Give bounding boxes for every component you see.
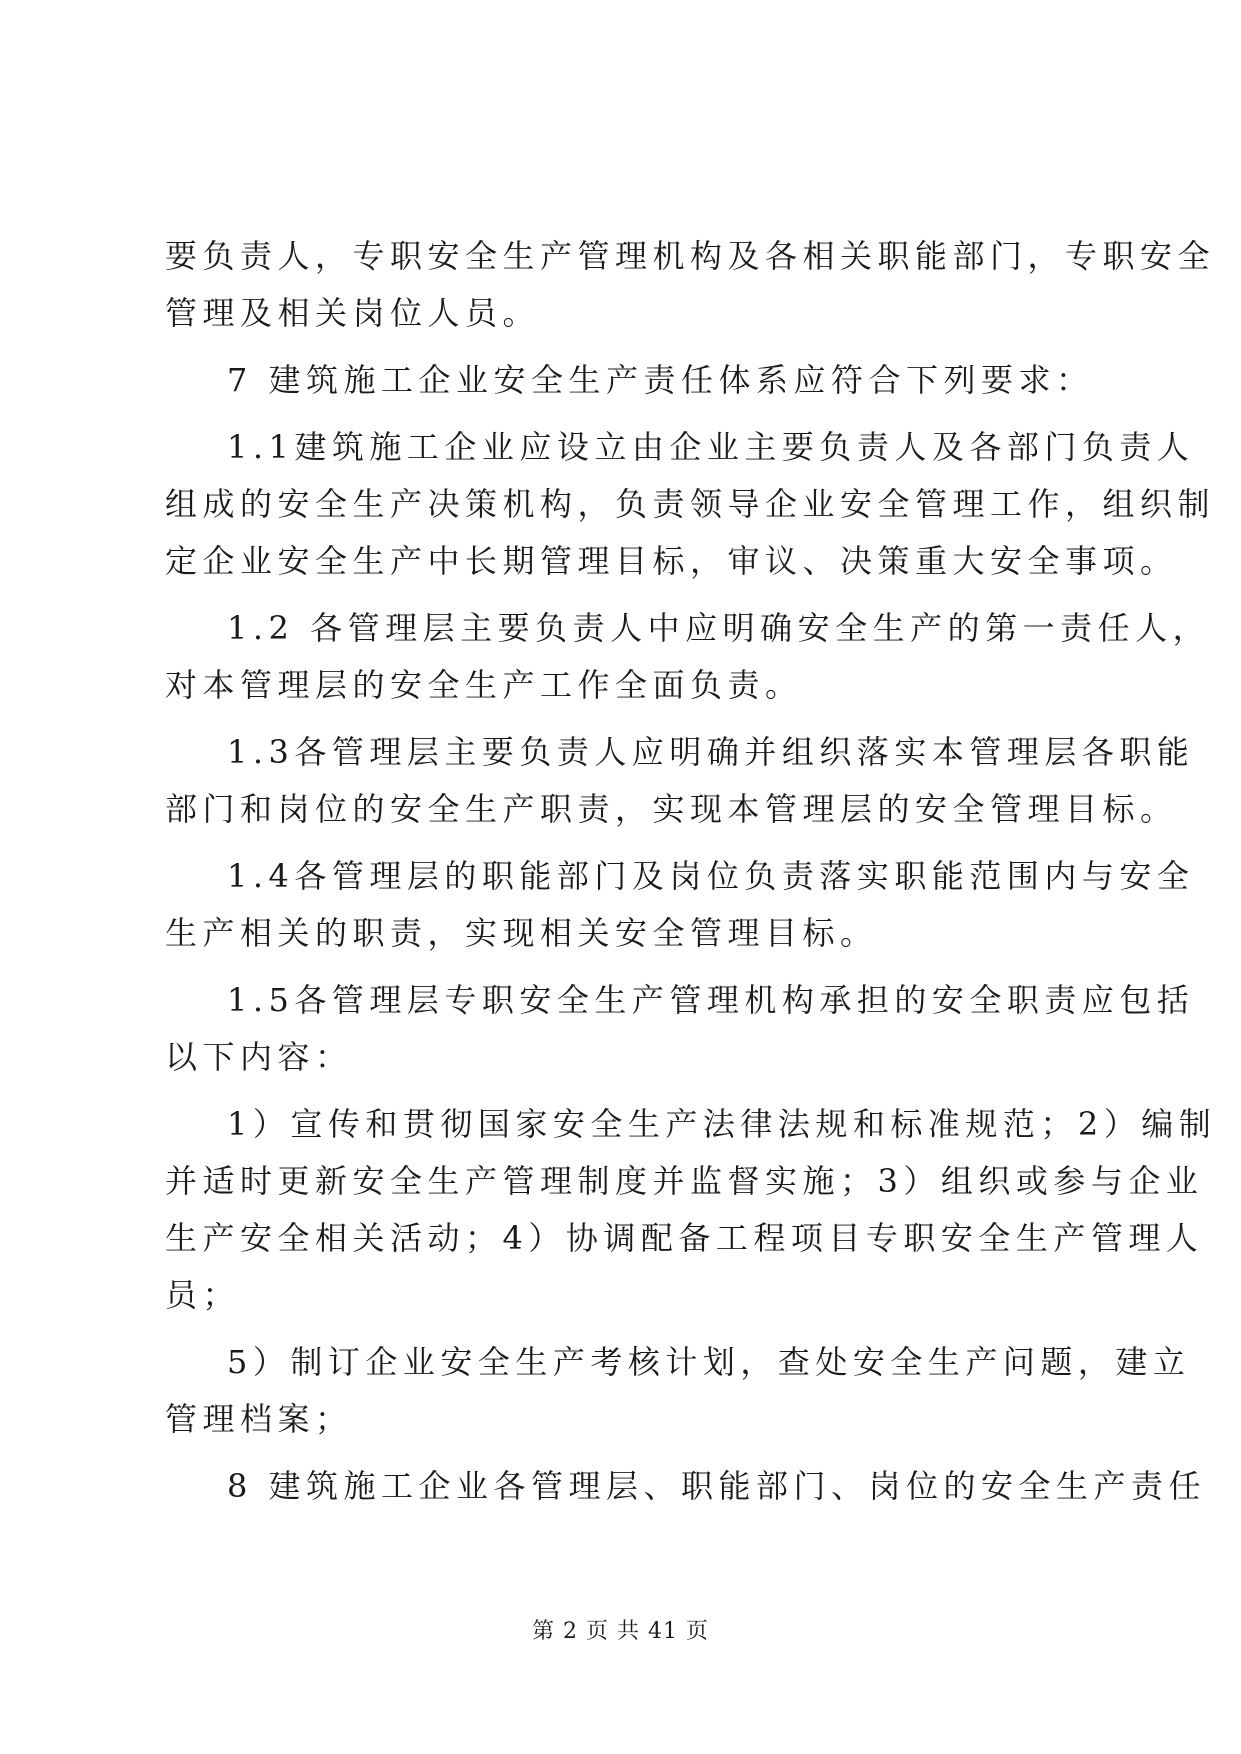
paragraph-start-line: 1）宣传和贯彻国家安全生产法律法规和标准规范；2）编制 [227, 1105, 1217, 1143]
text-line: 以下内容： [165, 1038, 353, 1076]
document-body [165, 228, 1217, 1515]
paragraph-start-line: 1.4各管理层的职能部门及岗位负责落实职能范围内与安全 [227, 857, 1195, 895]
text-line: 管理及相关岗位人员。 [165, 294, 541, 332]
paragraph-start-line: 7 建筑施工企业安全生产责任体系应符合下列要求： [227, 361, 1094, 399]
paragraph-start-line: 1.5各管理层专职安全生产管理机构承担的安全职责应包括 [227, 981, 1195, 1019]
paragraph-start-line: 5）制订企业安全生产考核计划，查处安全生产问题，建立 [227, 1343, 1191, 1381]
paragraph-start-line: 1.3各管理层主要负责人应明确并组织落实本管理层各职能 [227, 733, 1195, 771]
paragraph-start-line: 8 建筑施工企业各管理层、职能部门、岗位的安全生产责任 [227, 1467, 1207, 1505]
text-line: 生产相关的职责，实现相关安全管理目标。 [165, 914, 878, 952]
text-line: 员； [165, 1276, 241, 1314]
page-number-footer: 第 2 页 共 41 页 [532, 1619, 709, 1644]
text-line: 对本管理层的安全生产工作全面负责。 [165, 666, 803, 704]
text-line: 定企业安全生产中长期管理目标，审议、决策重大安全事项。 [165, 542, 1178, 580]
text-line: 组成的安全生产决策机构，负责领导企业安全管理工作，组织制 [165, 485, 1216, 523]
text-line: 要负责人，专职安全生产管理机构及各相关职能部门，专职安全 [165, 237, 1216, 275]
text-line: 管理档案； [165, 1400, 353, 1438]
text-line: 生产安全相关活动；4）协调配备工程项目专职安全生产管理人 [165, 1219, 1204, 1257]
paragraph-start-line: 1.1建筑施工企业应设立由企业主要负责人及各部门负责人 [227, 428, 1195, 466]
text-line: 部门和岗位的安全生产职责，实现本管理层的安全管理目标。 [165, 790, 1178, 828]
paragraph-start-line: 1.2 各管理层主要负责人中应明确安全生产的第一责任人， [227, 609, 1211, 647]
text-line: 并适时更新安全生产管理制度并监督实施；3）组织或参与企业 [165, 1162, 1204, 1200]
